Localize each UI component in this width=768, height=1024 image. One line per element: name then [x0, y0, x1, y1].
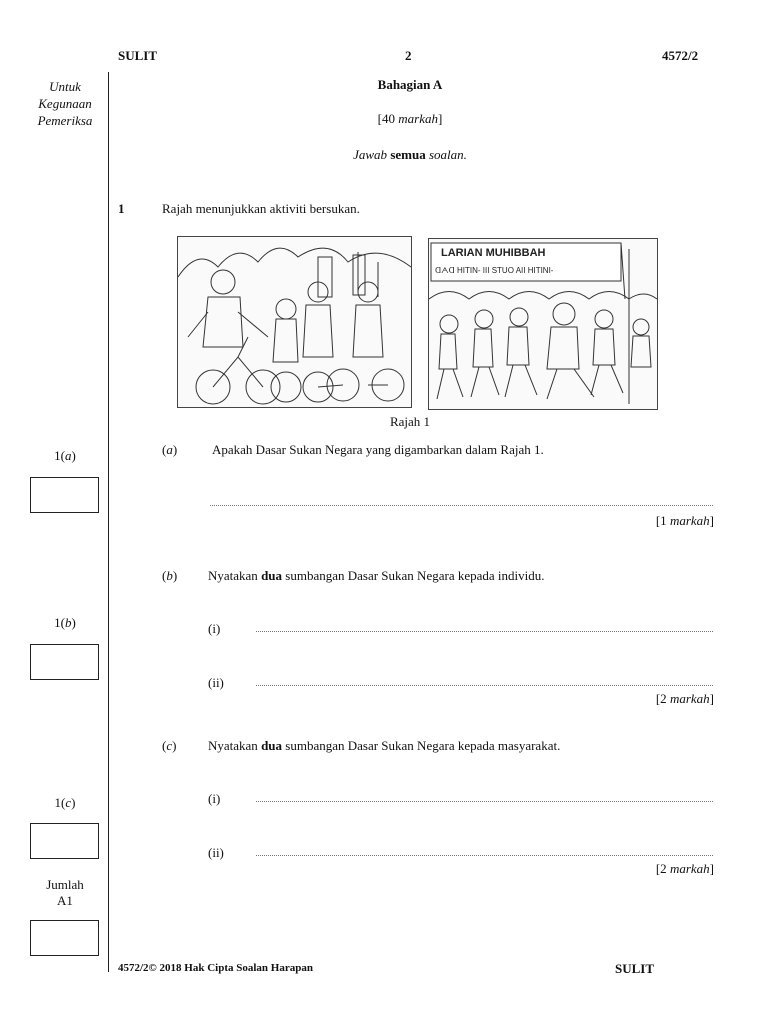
part-c-item-ii-label: (ii) [208, 845, 224, 860]
score-label-1b: 1(b) [54, 615, 76, 630]
part-a-question: Apakah Dasar Sukan Negara yang digambarkan dalam Rajah 1. [212, 442, 544, 457]
part-c-label: (c) [162, 738, 177, 753]
part-a-label: (a) [162, 442, 178, 457]
part-c-marks: [2 markah] [655, 861, 714, 876]
examiner-heading-line: Untuk [49, 79, 81, 94]
total-label [20, 877, 110, 909]
answer-line-a[interactable] [210, 505, 713, 506]
part-b-marks: [2 markah] [655, 691, 714, 706]
score-label-1a: 1(a) [54, 448, 76, 463]
score-box-1a[interactable] [30, 477, 99, 513]
running-drawing [429, 239, 657, 409]
score-box-1b[interactable] [30, 644, 99, 680]
footer-sulit: SULIT [615, 961, 655, 976]
examiner-heading-line: Pemeriksa [37, 113, 93, 128]
examiner-use-heading [20, 78, 110, 129]
question-number: 1 [118, 201, 125, 216]
margin-divider [108, 72, 109, 972]
banner-subtitle: ᗡᗅᗡ HITIN- III STUO AII HITINI- [435, 266, 554, 275]
cycling-illustration [177, 236, 412, 408]
question-stem: Rajah menunjukkan aktiviti bersukan. [162, 201, 360, 216]
banner-title: LARIAN MUHIBBAH [441, 247, 546, 259]
part-b-label: (b) [162, 568, 178, 583]
section-title: Bahagian A [377, 77, 443, 92]
total-label-line: A1 [57, 893, 73, 908]
page-number: 2 [405, 48, 412, 63]
answer-line-b-ii[interactable] [256, 685, 713, 686]
part-c-item-i-label: (i) [208, 791, 221, 806]
section-instruction: Jawab semua soalan. [353, 147, 467, 162]
answer-line-b-i[interactable] [256, 631, 713, 632]
cycling-drawing [178, 237, 411, 407]
part-b-question: Nyatakan dua sumbangan Dasar Sukan Negara kepada individu. [208, 568, 545, 583]
examiner-heading-line: Kegunaan [38, 96, 92, 111]
section-marks: [40 markah] [377, 111, 443, 126]
score-label-1c: 1(c) [54, 795, 76, 810]
total-label-line: Jumlah [46, 877, 84, 892]
part-b-item-ii-label: (ii) [208, 675, 224, 690]
running-illustration [428, 238, 658, 410]
footer-copyright: 4572/2© 2018 Hak Cipta Soalan Harapan [118, 962, 313, 974]
part-c-question: Nyatakan dua sumbangan Dasar Sukan Negara kepada masyarakat. [208, 738, 561, 753]
paper-code: 4572/2 [662, 48, 699, 63]
answer-line-c-i[interactable] [256, 801, 713, 802]
part-b-item-i-label: (i) [208, 621, 221, 636]
answer-line-c-ii[interactable] [256, 855, 713, 856]
score-box-1c[interactable] [30, 823, 99, 859]
header-left: SULIT [118, 48, 158, 63]
figure-caption: Rajah 1 [389, 414, 431, 429]
score-box-total[interactable] [30, 920, 99, 956]
part-a-marks: [1 markah] [655, 513, 714, 528]
